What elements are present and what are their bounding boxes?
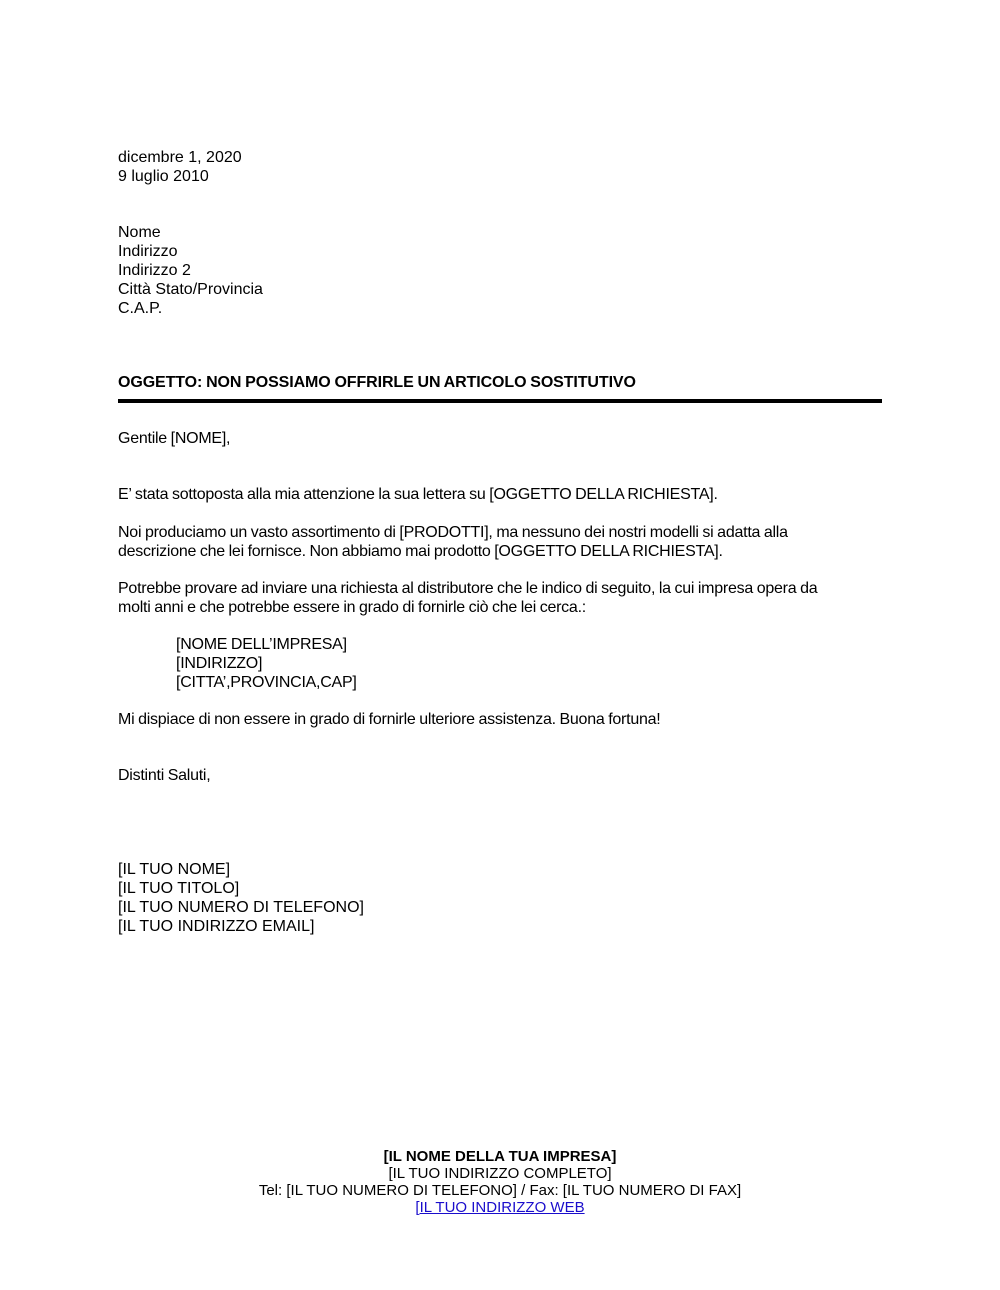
distributor-city: [CITTA’,PROVINCIA,CAP] [176, 674, 357, 691]
recipient-postal-code: C.A.P. [118, 300, 163, 317]
date-line: 9 luglio 2010 [118, 168, 209, 185]
subject-heading: OGGETTO: NON POSSIAMO OFFRIRLE UN ARTICOLO SOSTITUTIVO [118, 374, 636, 391]
signature-phone: [IL TUO NUMERO DI TELEFONO] [118, 899, 364, 916]
recipient-city: Città Stato/Provincia [118, 281, 263, 298]
paragraph-4: Mi dispiace di non essere in grado di fornirle ulteriore assistenza. Buona fortuna! [118, 711, 661, 728]
closing: Distinti Saluti, [118, 767, 211, 784]
paragraph-line: Noi produciamo un vasto assortimento di [PRODOTTI], ma nessuno dei nostri modelli si adatta alla [118, 524, 788, 541]
signature-title: [IL TUO TITOLO] [118, 880, 240, 897]
distributor-address [176, 635, 357, 692]
recipient-address-line: Indirizzo 2 [118, 262, 191, 279]
signature-block [118, 860, 364, 936]
paragraph-2 [118, 523, 788, 561]
letter-footer [0, 1148, 1000, 1216]
paragraph-3 [118, 579, 817, 617]
paragraph-1: E’ stata sottoposta alla mia attenzione la sua lettera su [OGGETTO DELLA RICHIESTA]. [118, 486, 718, 503]
signature-name: [IL TUO NOME] [118, 861, 231, 878]
distributor-name: [NOME DELL’IMPRESA] [176, 636, 347, 653]
signature-email: [IL TUO INDIRIZZO EMAIL] [118, 918, 315, 935]
footer-contact: Tel: [IL TUO NUMERO DI TELEFONO] / Fax: [IL TUO NUMERO DI FAX] [258, 1182, 742, 1199]
greeting: Gentile [NOME], [118, 430, 231, 447]
footer-company: [IL NOME DELLA TUA IMPRESA] [383, 1148, 617, 1165]
paragraph-line: Potrebbe provare ad inviare una richiesta al distributore che le indico di seguito, la cui impresa opera da [118, 580, 818, 597]
recipient-name: Nome [118, 224, 161, 241]
paragraph-line: molti anni e che potrebbe essere in grado di fornirle ciò che lei cerca.: [118, 599, 586, 616]
recipient-address [118, 223, 263, 318]
date-block [118, 148, 242, 186]
footer-address: [IL TUO INDIRIZZO COMPLETO] [388, 1165, 612, 1182]
subject-divider [118, 399, 882, 403]
distributor-address-line: [INDIRIZZO] [176, 655, 263, 672]
date-line: dicembre 1, 2020 [118, 149, 242, 166]
paragraph-line: descrizione che lei fornisce. Non abbiamo mai prodotto [OGGETTO DELLA RICHIESTA]. [118, 543, 723, 560]
footer-web-link[interactable]: [IL TUO INDIRIZZO WEB [415, 1199, 585, 1216]
recipient-address-line: Indirizzo [118, 243, 178, 260]
